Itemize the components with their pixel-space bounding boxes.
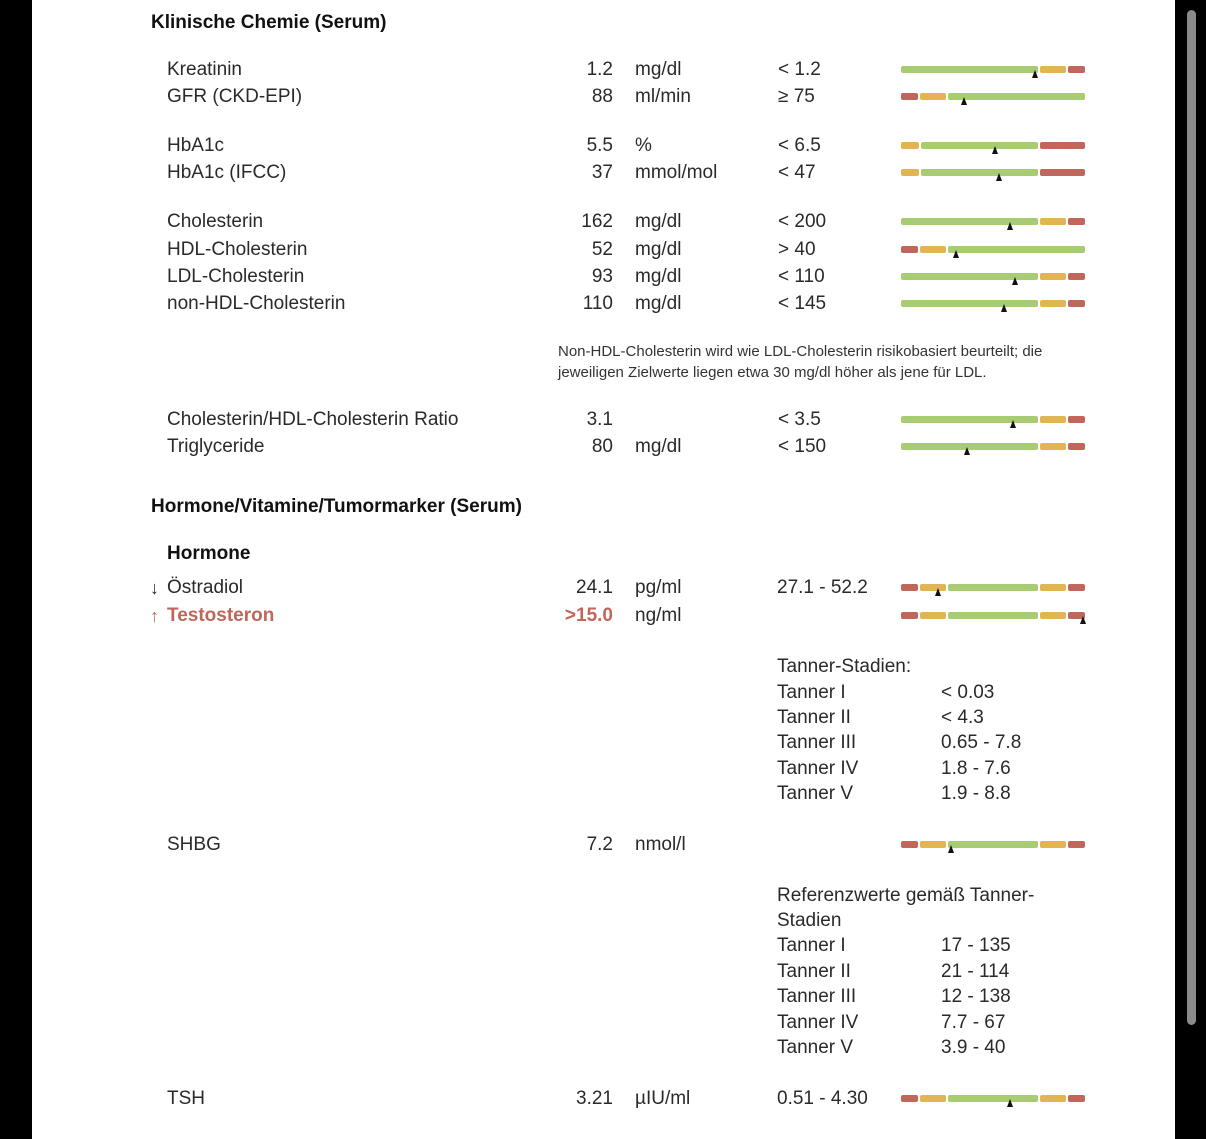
test-value: 3.21 <box>576 1088 613 1109</box>
test-name: Triglyceride <box>167 436 265 457</box>
gauge-segment-yellow <box>920 612 946 619</box>
section-title-chemistry: Klinische Chemie (Serum) <box>151 12 387 33</box>
gauge-segment-yellow <box>1040 443 1066 450</box>
gauge-segment-yellow <box>920 841 946 848</box>
gauge-segment-green <box>948 584 1038 591</box>
gauge-marker-icon <box>1032 70 1038 78</box>
test-value: >15.0 <box>564 605 613 626</box>
gauge-marker-icon <box>964 447 970 455</box>
tanner-stage-label: Tanner V <box>777 783 854 804</box>
gauge-segment-red <box>901 1095 918 1102</box>
gauge-segment-yellow <box>1040 218 1066 225</box>
test-name: non-HDL-Cholesterin <box>167 293 346 314</box>
test-value: 37 <box>591 162 613 183</box>
test-value: 80 <box>591 436 613 457</box>
gauge-segment-yellow <box>920 1095 946 1102</box>
reference-gauge <box>901 270 1085 284</box>
gauge-marker-icon <box>1007 222 1013 230</box>
tanner-stage-label: Tanner IV <box>777 758 859 779</box>
gauge-marker-icon <box>992 146 998 154</box>
test-unit: mg/dl <box>635 239 682 260</box>
test-reference: 27.1 - 52.2 <box>777 577 868 598</box>
gauge-segment-green <box>921 142 1038 149</box>
tanner-stage-range: 12 - 138 <box>941 986 1011 1007</box>
gauge-segment-green <box>901 300 1038 307</box>
gauge-marker-icon <box>1001 304 1007 312</box>
tanner-stage-label: Tanner III <box>777 732 857 753</box>
reference-gauge <box>901 413 1085 427</box>
tanner-stage-range: 17 - 135 <box>941 935 1011 956</box>
test-unit: % <box>635 135 652 156</box>
gauge-segment-green <box>948 246 1085 253</box>
tanner-stage-range: 3.9 - 40 <box>941 1037 1006 1058</box>
test-unit: nmol/l <box>635 834 686 855</box>
reference-gauge <box>901 139 1085 153</box>
test-unit: µIU/ml <box>635 1088 691 1109</box>
report-page <box>32 0 1175 1139</box>
gauge-segment-yellow <box>1040 273 1066 280</box>
tanner-table-title: Referenzwerte gemäß Tanner- <box>777 885 1035 906</box>
test-reference: < 47 <box>778 162 816 183</box>
test-reference: < 1.2 <box>778 59 821 80</box>
gauge-segment-red <box>1040 142 1085 149</box>
test-name: GFR (CKD-EPI) <box>167 86 303 107</box>
gauge-marker-icon <box>935 588 941 596</box>
subsection-title-hormones: Hormone <box>167 543 251 564</box>
gauge-segment-red <box>901 841 918 848</box>
test-reference: > 40 <box>778 239 816 260</box>
test-name: SHBG <box>167 834 221 855</box>
gauge-segment-green <box>948 1095 1038 1102</box>
tanner-table-title: Stadien <box>777 910 842 931</box>
gauge-marker-icon <box>953 250 959 258</box>
reference-gauge <box>901 1092 1085 1106</box>
test-unit: ml/min <box>635 86 691 107</box>
high-flag-icon: ↑ <box>150 606 159 626</box>
test-value: 7.2 <box>586 834 613 855</box>
test-value: 93 <box>591 266 613 287</box>
tanner-stage-label: Tanner II <box>777 707 851 728</box>
test-name: Testosteron <box>167 605 275 626</box>
tanner-stage-range: 1.9 - 8.8 <box>941 783 1011 804</box>
gauge-segment-red <box>1068 584 1085 591</box>
tanner-stage-label: Tanner II <box>777 961 851 982</box>
gauge-segment-green <box>948 841 1038 848</box>
reference-gauge <box>901 90 1085 104</box>
test-reference: < 150 <box>778 436 827 457</box>
tanner-stage-label: Tanner III <box>777 986 857 1007</box>
gauge-segment-red <box>901 612 918 619</box>
test-name: HbA1c (IFCC) <box>167 162 287 183</box>
test-name: Kreatinin <box>167 59 242 80</box>
test-unit: mg/dl <box>635 436 682 457</box>
tanner-stage-range: 0.65 - 7.8 <box>941 732 1022 753</box>
low-flag-icon: ↓ <box>150 578 159 598</box>
gauge-marker-icon <box>961 97 967 105</box>
test-reference: < 110 <box>778 266 825 287</box>
gauge-segment-red <box>901 93 918 100</box>
test-value: 3.1 <box>586 409 613 430</box>
test-value: 5.5 <box>586 135 613 156</box>
gauge-segment-yellow <box>1040 841 1066 848</box>
gauge-segment-yellow <box>901 169 919 176</box>
tanner-stage-range: < 0.03 <box>941 682 995 703</box>
test-value: 110 <box>582 293 613 314</box>
gauge-segment-red <box>1068 1095 1085 1102</box>
reference-gauge <box>901 63 1085 77</box>
gauge-segment-yellow <box>1040 300 1066 307</box>
tanner-stage-label: Tanner V <box>777 1037 854 1058</box>
gauge-segment-yellow <box>920 246 946 253</box>
reference-gauge <box>901 440 1085 454</box>
test-reference: < 6.5 <box>778 135 821 156</box>
gauge-segment-red <box>1068 841 1085 848</box>
tanner-stage-range: 21 - 114 <box>941 961 1010 982</box>
reference-gauge <box>901 297 1085 311</box>
tanner-stage-range: < 4.3 <box>941 707 984 728</box>
gauge-segment-yellow <box>1040 612 1066 619</box>
test-name: Cholesterin <box>167 211 264 232</box>
gauge-marker-icon <box>1012 277 1018 285</box>
gauge-segment-green <box>901 218 1038 225</box>
gauge-marker-icon <box>1010 420 1016 428</box>
test-value: 162 <box>581 211 613 232</box>
gauge-marker-icon <box>1007 1099 1013 1107</box>
test-reference: 0.51 - 4.30 <box>777 1088 868 1109</box>
test-unit: mg/dl <box>635 211 682 232</box>
gauge-segment-yellow <box>1040 416 1066 423</box>
gauge-segment-green <box>948 612 1038 619</box>
gauge-segment-red <box>901 246 918 253</box>
gauge-segment-green <box>921 169 1038 176</box>
gauge-segment-green <box>948 93 1085 100</box>
reference-gauge <box>901 838 1085 852</box>
test-unit: mg/dl <box>635 293 682 314</box>
test-reference: < 3.5 <box>778 409 821 430</box>
test-reference: < 145 <box>778 293 827 314</box>
gauge-segment-yellow <box>901 142 919 149</box>
test-name: Östradiol <box>167 577 244 598</box>
test-value: 1.2 <box>586 59 613 80</box>
test-name: HDL-Cholesterin <box>167 239 308 260</box>
gauge-segment-green <box>901 416 1038 423</box>
gauge-marker-icon <box>996 173 1002 181</box>
gauge-segment-yellow <box>920 584 946 591</box>
footnote-line: jeweiligen Zielwerte liegen etwa 30 mg/dl höher als jene für LDL. <box>558 364 987 381</box>
test-name: TSH <box>167 1088 205 1109</box>
tanner-table-title: Tanner-Stadien: <box>777 656 912 677</box>
test-unit: mmol/mol <box>635 162 718 183</box>
gauge-segment-red <box>1068 416 1085 423</box>
test-name: Cholesterin/HDL-Cholesterin Ratio <box>167 409 459 430</box>
gauge-segment-red <box>1040 169 1085 176</box>
gauge-marker-icon <box>1080 616 1086 624</box>
reference-gauge <box>901 215 1085 229</box>
test-name: LDL-Cholesterin <box>167 266 305 287</box>
gauge-segment-yellow <box>920 93 946 100</box>
test-unit: ng/ml <box>635 605 682 626</box>
test-reference: < 200 <box>778 211 827 232</box>
gauge-segment-yellow <box>1040 584 1066 591</box>
tanner-stage-label: Tanner I <box>777 682 846 703</box>
reference-gauge <box>901 166 1085 180</box>
gauge-marker-icon <box>948 845 954 853</box>
test-reference: ≥ 75 <box>778 86 815 107</box>
test-unit: pg/ml <box>635 577 682 598</box>
test-value: 24.1 <box>576 577 613 598</box>
gauge-segment-red <box>1068 66 1085 73</box>
reference-gauge <box>901 581 1085 595</box>
gauge-segment-red <box>1068 443 1085 450</box>
reference-gauge <box>901 609 1085 623</box>
test-unit: mg/dl <box>635 59 682 80</box>
test-value: 88 <box>591 86 613 107</box>
gauge-segment-red <box>1068 300 1085 307</box>
tanner-stage-range: 7.7 - 67 <box>941 1012 1006 1033</box>
test-unit: mg/dl <box>635 266 682 287</box>
gauge-segment-yellow <box>1040 66 1066 73</box>
gauge-segment-red <box>1068 218 1085 225</box>
tanner-stage-range: 1.8 - 7.6 <box>941 758 1011 779</box>
reference-gauge <box>901 243 1085 257</box>
tanner-stage-label: Tanner IV <box>777 1012 859 1033</box>
footnote-line: Non-HDL-Cholesterin wird wie LDL-Cholesterin risikobasiert beurteilt; die <box>558 343 1043 360</box>
section-title-hormones: Hormone/Vitamine/Tumormarker (Serum) <box>151 496 522 517</box>
gauge-segment-red <box>901 584 918 591</box>
tanner-stage-label: Tanner I <box>777 935 846 956</box>
test-name: HbA1c <box>167 135 225 156</box>
gauge-segment-yellow <box>1040 1095 1066 1102</box>
gauge-segment-green <box>901 66 1038 73</box>
test-value: 52 <box>591 239 613 260</box>
vertical-scrollbar[interactable] <box>1187 10 1196 1025</box>
gauge-segment-red <box>1068 273 1085 280</box>
